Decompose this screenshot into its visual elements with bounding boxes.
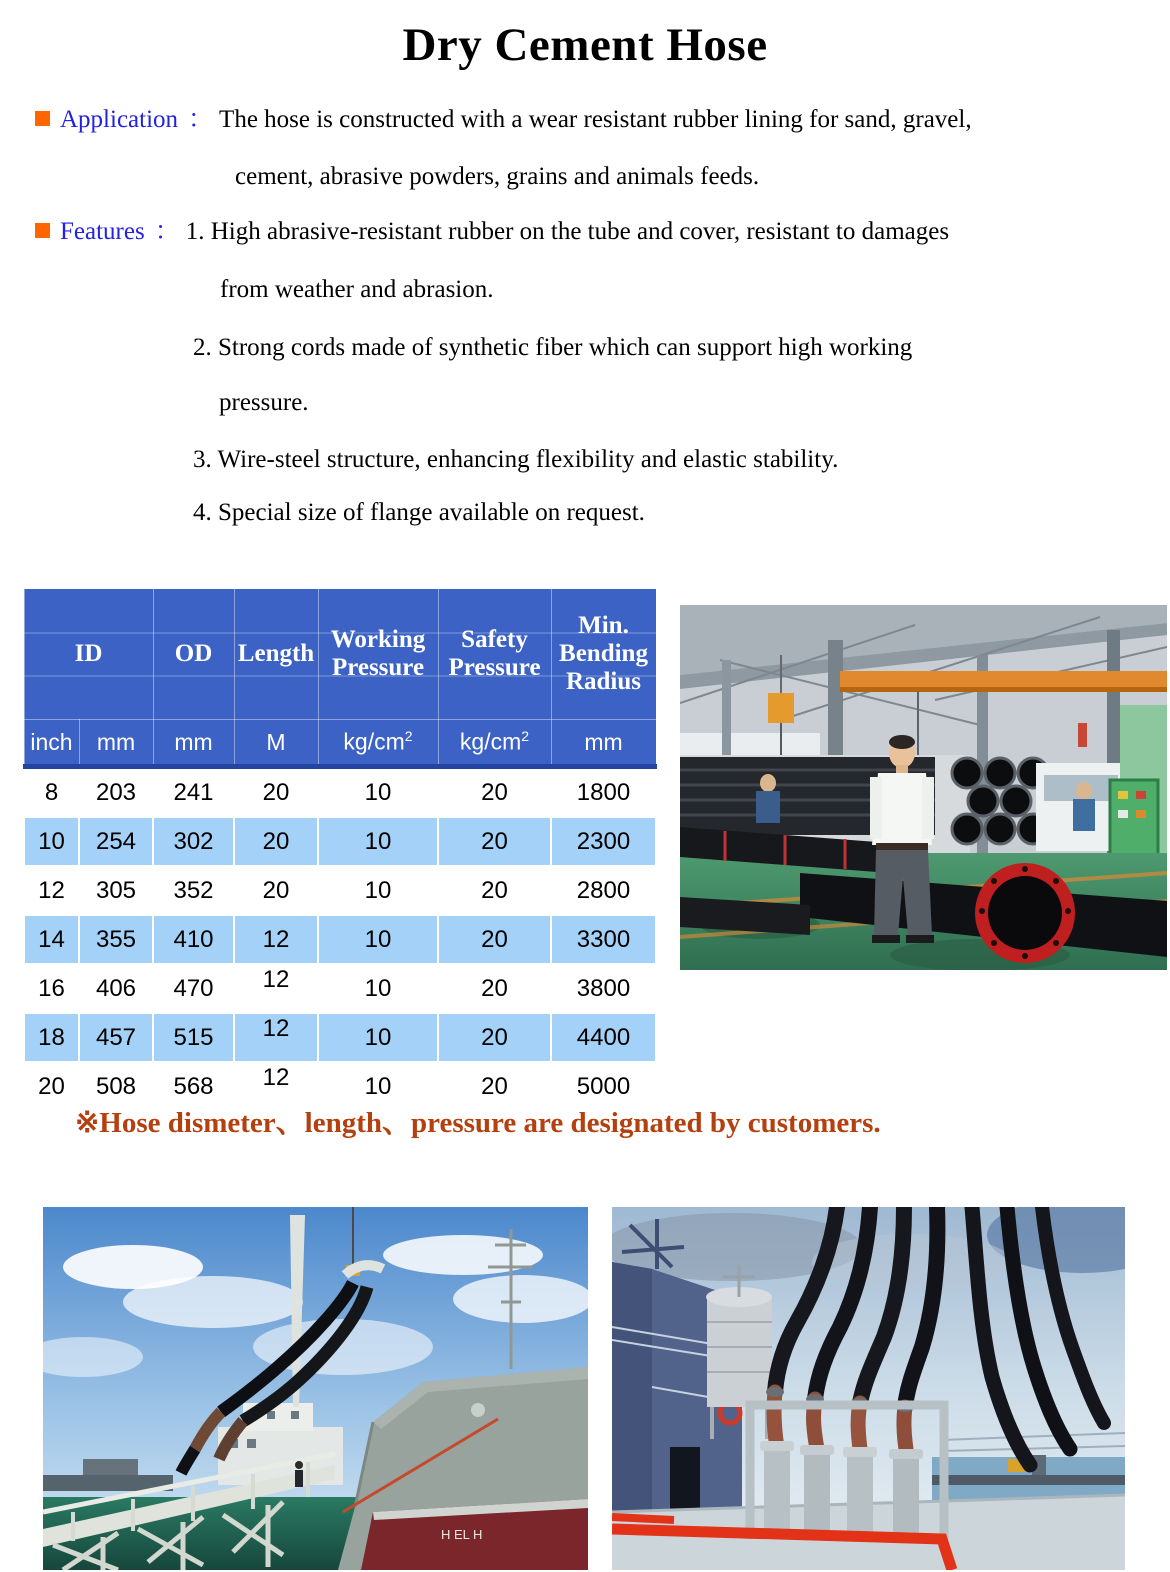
table-row [24, 964, 656, 1013]
column-header: ID [24, 589, 153, 720]
application-text-1: The hose is constructed with a wear resistant rubber lining for sand, gravel, [219, 106, 972, 133]
page-title: Dry Cement Hose [402, 19, 768, 71]
spec-table [23, 588, 657, 1112]
features-bullet-icon [35, 223, 50, 238]
application-colon: ： [188, 106, 214, 133]
table-row [24, 767, 656, 818]
table-cell: 515 [153, 1013, 234, 1062]
table-cell: 4400 [551, 1013, 656, 1062]
features-label: Features [60, 218, 145, 245]
column-header: Safety Pressure [438, 589, 551, 720]
hull-markings: H EL H [441, 1527, 483, 1542]
dock-loading-photo [43, 1207, 588, 1570]
feature-1-text: 1. High abrasive-resistant rubber on the tube and cover, resistant to damages [185, 218, 950, 245]
table-cell: 5000 [551, 1062, 656, 1111]
table-cell: 12 [234, 915, 318, 964]
table-cell: 12 [234, 964, 318, 1013]
table-cell: 10 [318, 1062, 438, 1111]
table-cell: 241 [153, 767, 234, 818]
table-cell: 305 [79, 866, 153, 915]
table-cell: 18 [24, 1013, 79, 1062]
table-cell: 2300 [551, 817, 656, 866]
table-cell: 20 [438, 964, 551, 1013]
table-cell: 3300 [551, 915, 656, 964]
table-cell: 8 [24, 767, 79, 818]
column-header: Length [234, 589, 318, 720]
feature-4-text: 4. Special size of flange available on request. [193, 499, 645, 526]
application-text-2: cement, abrasive powders, grains and animals feeds. [235, 163, 760, 190]
unit-header: $kg/cm^2$ [318, 720, 438, 767]
table-cell: 20 [438, 866, 551, 915]
factory-photo [680, 605, 1167, 970]
table-row [24, 817, 656, 866]
table-cell: 20 [234, 866, 318, 915]
table-cell: 457 [79, 1013, 153, 1062]
feature-2-text-2: pressure. [219, 389, 309, 416]
feature-1-text-2: from weather and abrasion. [220, 276, 494, 303]
table-cell: 20 [438, 1062, 551, 1111]
application-line [60, 104, 972, 136]
table-cell: 10 [318, 767, 438, 818]
table-cell: 20 [234, 817, 318, 866]
table-cell: 352 [153, 866, 234, 915]
unit-header: $kg/cm^2$ [438, 720, 551, 767]
factory-worker-right [1073, 782, 1095, 831]
column-header: Working Pressure [318, 589, 438, 720]
table-row [24, 915, 656, 964]
table-cell: 20 [438, 1013, 551, 1062]
table-cell: 10 [318, 866, 438, 915]
features-colon: ： [154, 218, 180, 245]
dock-photo-illustration [43, 1207, 588, 1570]
column-header: Min. Bending Radius [551, 589, 656, 720]
table-cell: 20 [438, 915, 551, 964]
table-cell: 2800 [551, 866, 656, 915]
customer-note: ※Hose dismeter、length、pressure are designated by customers. [75, 1107, 881, 1139]
table-cell: 406 [79, 964, 153, 1013]
table-cell: 203 [79, 767, 153, 818]
table-cell: 20 [438, 767, 551, 818]
table-cell: 20 [438, 817, 551, 866]
feature-3-text: 3. Wire-steel structure, enhancing flexibility and elastic stability. [193, 446, 839, 473]
factory-photo-illustration [680, 605, 1167, 970]
table-cell: 1800 [551, 767, 656, 818]
unit-header: inch [24, 720, 79, 767]
table-row [24, 1013, 656, 1062]
hose-photo-illustration [612, 1207, 1125, 1570]
table-cell: 3800 [551, 964, 656, 1013]
table-cell: 302 [153, 817, 234, 866]
hose-manifold-photo [612, 1207, 1125, 1570]
table-cell: 508 [79, 1062, 153, 1111]
table-cell: 470 [153, 964, 234, 1013]
table-cell: 254 [79, 817, 153, 866]
feature-2-text: 2. Strong cords made of synthetic fiber which can support high working [193, 334, 913, 361]
table-cell: 14 [24, 915, 79, 964]
table-cell: 410 [153, 915, 234, 964]
table-row [24, 866, 656, 915]
table-cell: 12 [24, 866, 79, 915]
table-cell: 12 [234, 1062, 318, 1111]
table-cell: 10 [24, 817, 79, 866]
unit-header: mm [79, 720, 153, 767]
table-cell: 355 [79, 915, 153, 964]
table-cell: 568 [153, 1062, 234, 1111]
table-cell: 10 [318, 817, 438, 866]
unit-header: M [234, 720, 318, 767]
table-cell: 10 [318, 1013, 438, 1062]
application-label: Application [60, 106, 179, 133]
unit-header: mm [551, 720, 656, 767]
column-header: OD [153, 589, 234, 720]
table-cell: 16 [24, 964, 79, 1013]
application-bullet-icon [35, 111, 50, 126]
table-cell: 12 [234, 1013, 318, 1062]
table-cell: 20 [24, 1062, 79, 1111]
table-cell: 10 [318, 964, 438, 1013]
table-cell: 10 [318, 915, 438, 964]
unit-header: mm [153, 720, 234, 767]
table-cell: 20 [234, 767, 318, 818]
features-line-1 [60, 216, 949, 248]
